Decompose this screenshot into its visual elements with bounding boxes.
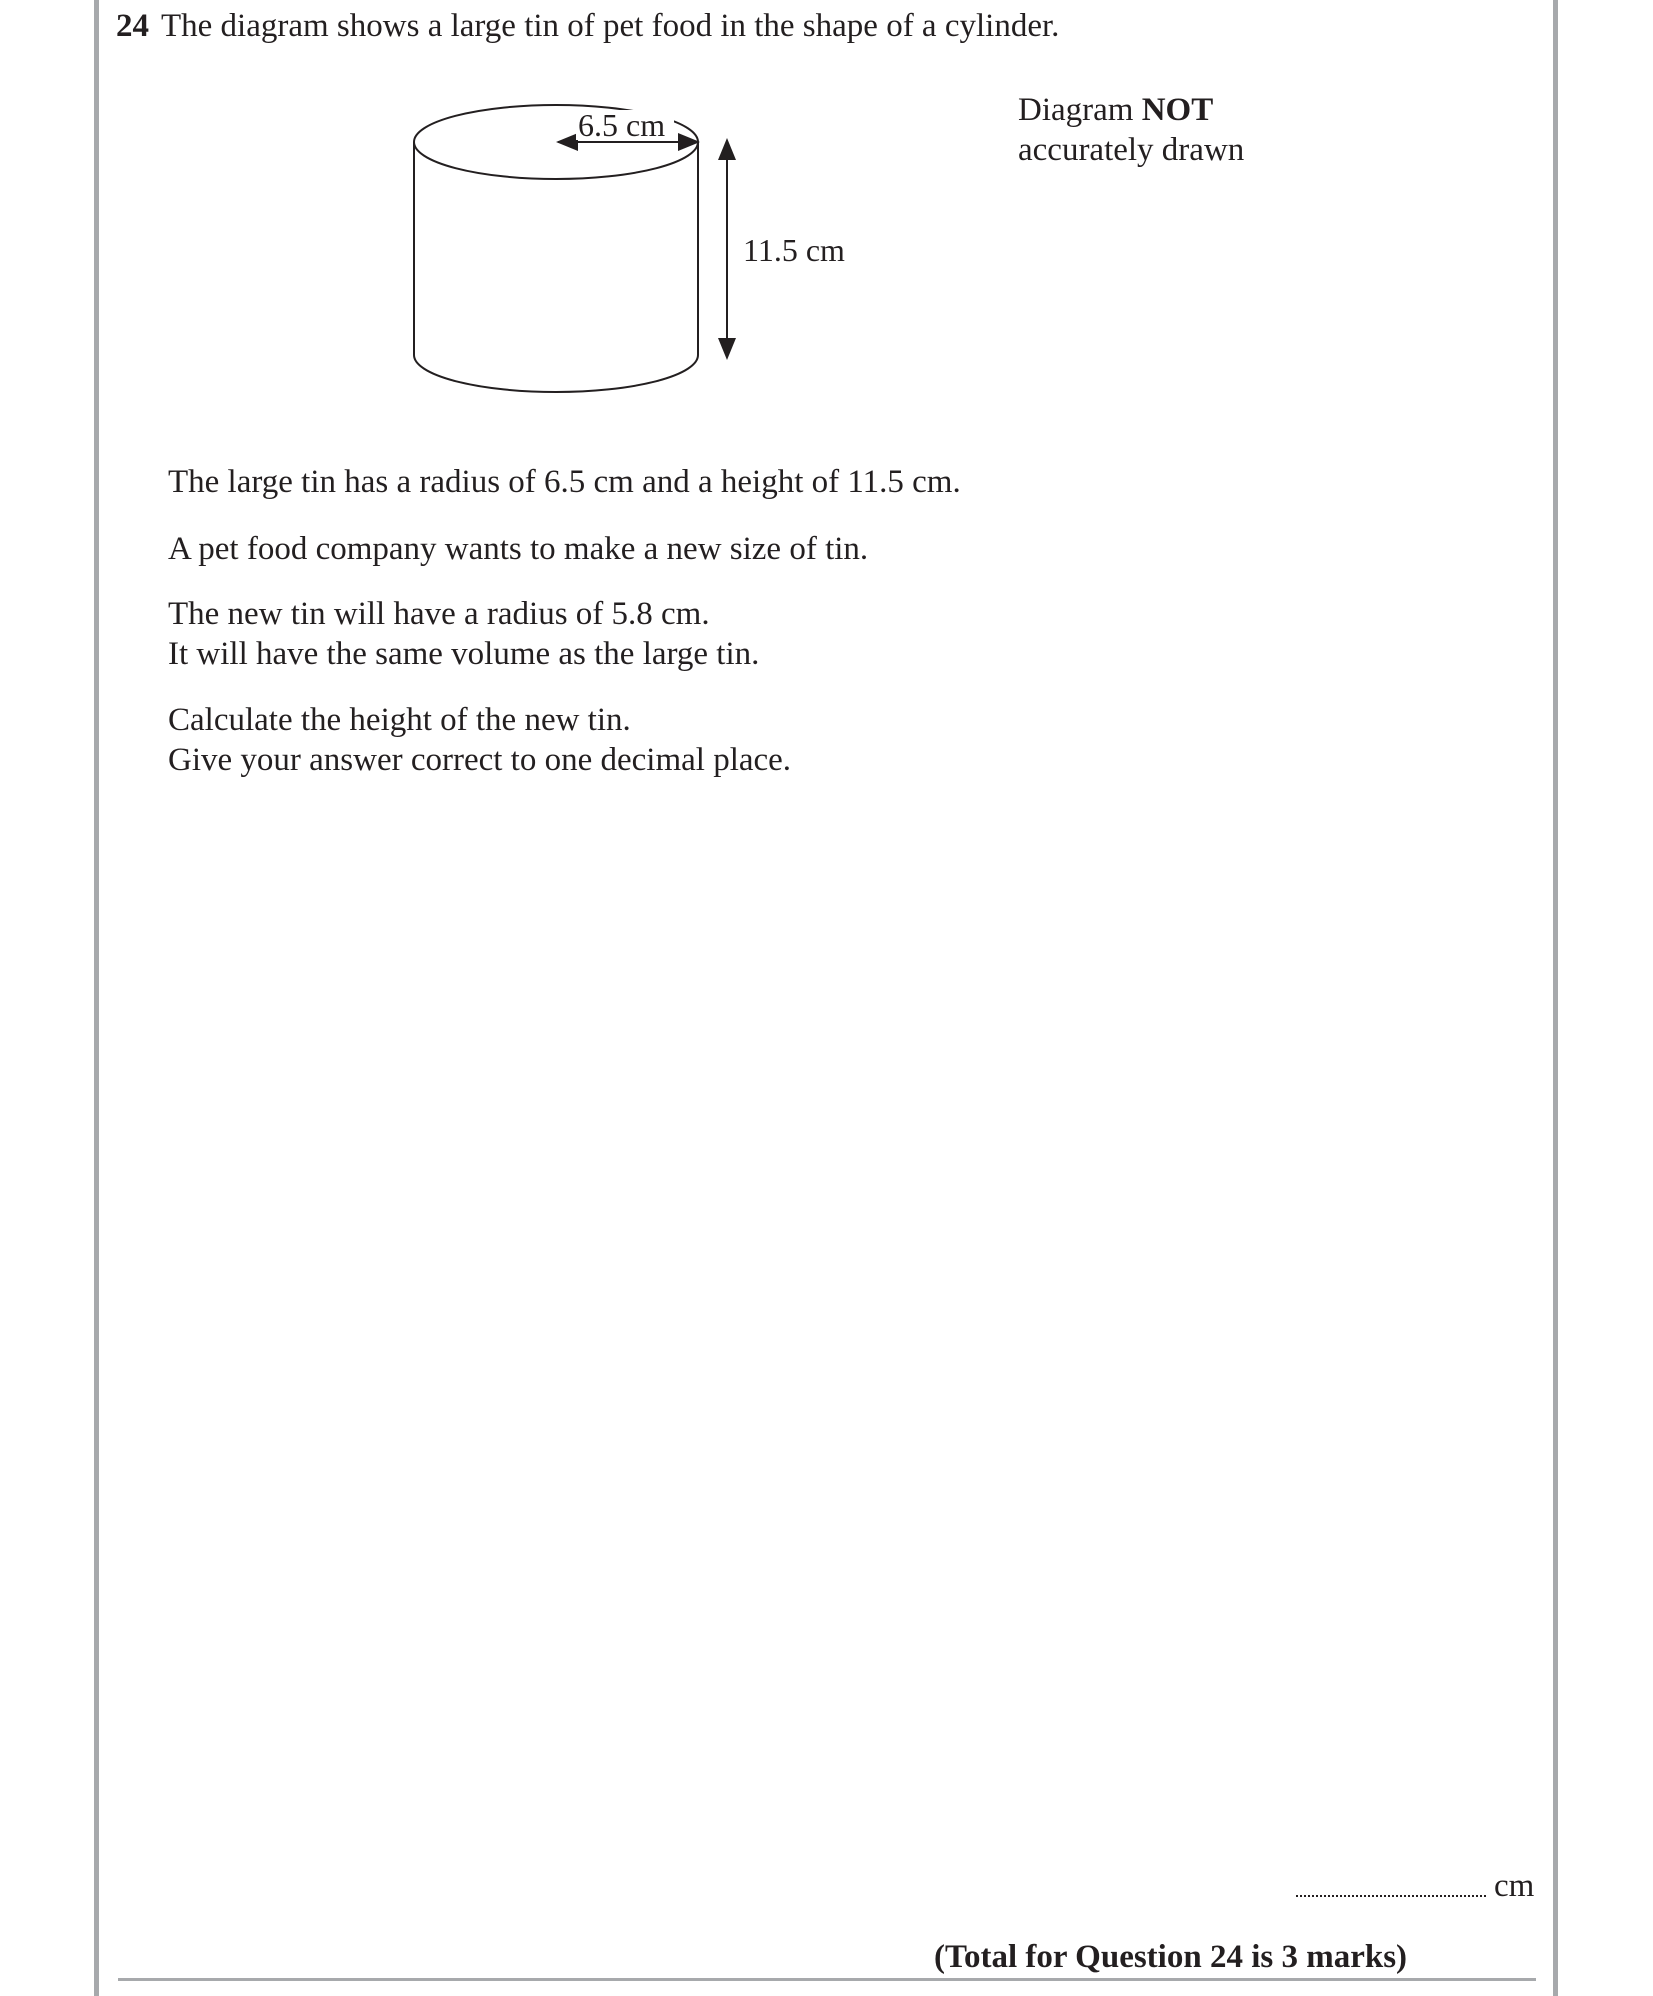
answer-unit: cm [1494, 1868, 1535, 1904]
body-line-2: A pet food company wants to make a new size of tin. [168, 531, 869, 567]
cylinder-bottom [414, 355, 698, 392]
height-arrowhead-top [718, 138, 736, 160]
question-number: 24 [116, 8, 149, 44]
diagram-note [1018, 90, 1244, 170]
diagram-note-line2: accurately drawn [1018, 132, 1245, 168]
diagram-note-text: Diagram [1018, 92, 1142, 128]
body-line-4: It will have the same volume as the large tin. [168, 636, 760, 672]
cylinder-diagram [0, 0, 1653, 420]
body-line-5: Calculate the height of the new tin. [168, 702, 631, 738]
answer-line[interactable] [1296, 1895, 1486, 1897]
radius-label: 6.5 cm [578, 107, 666, 143]
question-intro: The diagram shows a large tin of pet food in the shape of a cylinder. [161, 8, 1060, 44]
body-line-6: Give your answer correct to one decimal place. [168, 742, 792, 778]
question-total-marks: (Total for Question 24 is 3 marks) [934, 1939, 1408, 1975]
bottom-rule [118, 1978, 1536, 1981]
height-arrowhead-bottom [718, 338, 736, 360]
height-label: 11.5 cm [743, 232, 845, 268]
diagram-note-bold: NOT [1141, 92, 1214, 128]
body-line-3: The new tin will have a radius of 5.8 cm. [168, 596, 710, 632]
radius-arrowhead-left [556, 133, 578, 151]
body-line-1: The large tin has a radius of 6.5 cm and a height of 11.5 cm. [168, 464, 961, 500]
